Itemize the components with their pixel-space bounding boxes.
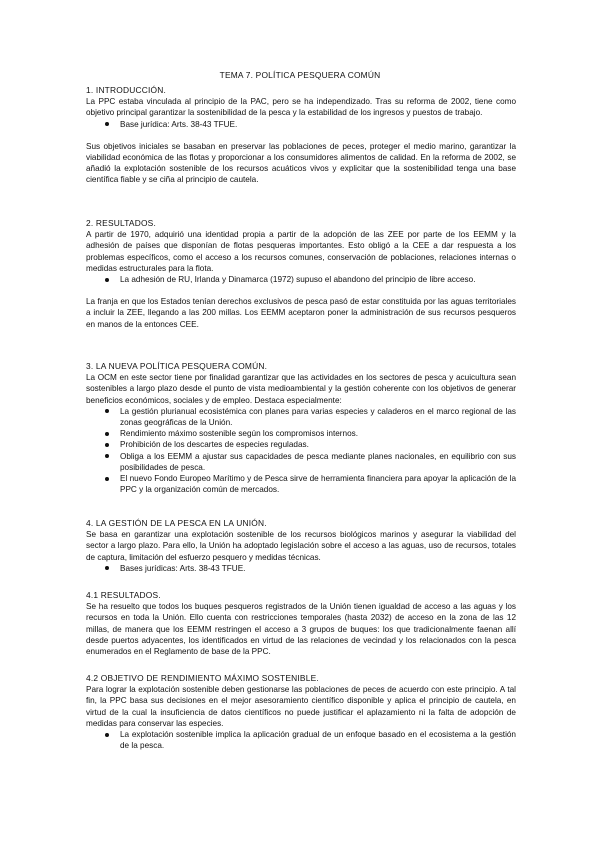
paragraph: A partir de 1970, adquirió una identidad propia a partir de la adopción de las ZEE por parte de los EEMM y la adhesión de países que disponían de flotas pesqueras importantes. Esto obligó a la CEE a dar respuesta a los problemas específicos, como el acceso a los recursos comunes, conservación de poblaciones, relaciones internas o medidas estructurales para la flota. — [86, 230, 516, 273]
section-resultados — [86, 218, 516, 330]
section-heading: 2. RESULTADOS. — [86, 218, 156, 228]
section-gestion-pesca — [86, 518, 516, 574]
bullet-item: Rendimiento máximo sostenible según los compromisos internos. — [120, 428, 516, 439]
paragraph: La OCM en este sector tiene por finalidad garantizar que las actividades en los sectores de pesca y acuicultura sean sostenibles a largo plazo desde el punto de vista medioambiental y la gestión coherente con los objetivos de generar beneficios económicos, sociales y de empleo. Destaca especialmente: — [86, 373, 516, 405]
paragraph: La PPC estaba vinculada al principio de la PAC, pero se ha independizado. Tras su reforma de 2002, tiene como objetivo principal garantizar la sostenibilidad de la pesca y la estabilidad de los ingresos y puestos de trabajo. — [86, 97, 516, 118]
bullet-list — [86, 406, 516, 496]
section-4-1-resultados — [86, 590, 516, 657]
section-introduccion — [86, 85, 516, 186]
bullet-item: La gestión plurianual ecosistémica con planes para varias especies y caladeros en el marco regional de las zonas geográficas de la Unión. — [120, 406, 516, 428]
paragraph: Para lograr la explotación sostenible deben gestionarse las poblaciones de peces de acuerdo con este principio. A tal fin, la PPC basa sus decisiones en el mejor asesoramiento científico disponible y aplica el principio de cautela, en virtud de la cual la insuficiencia de datos científicos no puede justificar el aplazamiento ni la falta de adopción de medidas para conservar las especies. — [86, 685, 516, 728]
paragraph: Sus objetivos iniciales se basaban en preservar las poblaciones de peces, proteger el medio marino, garantizar la viabilidad económica de las flotas y proporcionar a los consumidores alimentos de calidad. En la reforma de 2002, se añadió la explotación sostenible de los recursos acuáticos vivos y explicitar que la sostenibilidad tenga una base científica fiable y se ciña al principio de cautela. — [86, 141, 516, 185]
section-nueva-ppc — [86, 361, 516, 495]
paragraph: La franja en que los Estados tenían derechos exclusivos de pesca pasó de estar constituida por las aguas territoriales a incluir la ZEE, llegando a las 200 millas. Los EEMM aceptaron poner la administración de sus recursos pesqueros en manos de la entonces CEE. — [86, 297, 516, 329]
section-heading: 4. LA GESTIÓN DE LA PESCA EN LA UNIÓN. — [86, 518, 267, 528]
section-heading: 1. INTRODUCCIÓN. — [86, 85, 166, 95]
paragraph: Se ha resuelto que todos los buques pesqueros registrados de la Unión tienen igualdad de acceso a las aguas y los recursos en toda la Unión. Ello cuenta con restricciones temporales (hasta 2032) de acceso en la zona de las 12 millas, de manera que los EEMM restringen el acceso a 3 grupos de buques: los que tradicionalmente faenan allí desde puertos adyacentes, los identificados en virtud de las relaciones de vecindad y los relacionados con la pesca enumerados en el Reglamento de base de la PPC. — [86, 602, 516, 657]
section-heading: 3. LA NUEVA POLÍTICA PESQUERA COMÚN. — [86, 361, 268, 371]
bullet-item: Prohibición de los descartes de especies reguladas. — [120, 439, 516, 450]
bullet-item: Base jurídica: Arts. 38-43 TFUE. — [120, 119, 516, 130]
document-title: TEMA 7. POLÍTICA PESQUERA COMÚN — [219, 70, 381, 80]
bullet-list — [86, 729, 516, 751]
section-heading: 4.1 RESULTADOS. — [86, 590, 161, 600]
bullet-list — [86, 563, 516, 574]
section-heading: 4.2 OBJETIVO DE RENDIMIENTO MÁXIMO SOSTENIBLE. — [86, 673, 319, 683]
bullet-item: La adhesión de RU, Irlanda y Dinamarca (1972) supuso el abandono del principio de libre acceso. — [120, 274, 516, 285]
section-4-2-rendimiento — [86, 673, 516, 751]
bullet-list — [86, 119, 516, 130]
bullet-list — [86, 274, 516, 285]
paragraph: Se basa en garantizar una explotación sostenible de los recursos biológicos marinos y asegurar la viabilidad del sector a largo plazo. Para ello, la Unión ha adoptado legislación sobre el acceso a las aguas, uso de recursos, totales de captura, limitación del esfuerzo pesquero y medidas técnicas. — [86, 530, 516, 562]
bullet-item: Bases jurídicas: Arts. 38-43 TFUE. — [120, 563, 516, 574]
bullet-item: El nuevo Fondo Europeo Marítimo y de Pesca sirve de herramienta financiera para apoyar la aplicación de la PPC y la organización común de mercados. — [120, 474, 516, 495]
bullet-item: Obliga a los EEMM a ajustar sus capacidades de pesca mediante planes nacionales, en equilibrio con sus posibilidades de pesca. — [120, 451, 516, 472]
bullet-item: La explotación sostenible implica la aplicación gradual de un enfoque basado en el ecosistema a la gestión de la pesca. — [120, 730, 516, 751]
